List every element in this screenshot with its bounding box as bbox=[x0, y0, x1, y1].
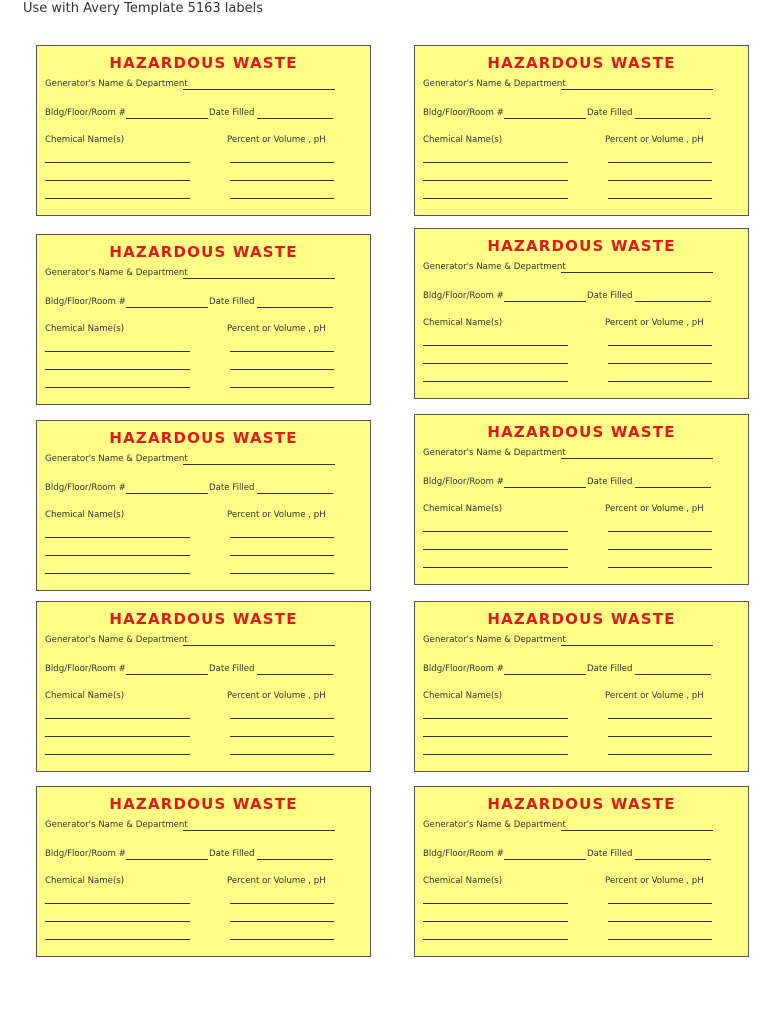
date-filled-field[interactable] bbox=[257, 859, 333, 860]
chemical-name-field[interactable] bbox=[45, 198, 190, 199]
chemical-name-field[interactable] bbox=[423, 162, 568, 163]
label-title: HAZARDOUS WASTE bbox=[487, 237, 676, 255]
percent-volume-field[interactable] bbox=[608, 567, 712, 568]
bldg-floor-room-field[interactable] bbox=[126, 674, 208, 675]
label-title: HAZARDOUS WASTE bbox=[487, 54, 676, 72]
chemical-name-label: Chemical Name(s) bbox=[423, 135, 503, 145]
chemical-name-field[interactable] bbox=[423, 903, 568, 904]
percent-volume-field[interactable] bbox=[230, 180, 334, 181]
percent-volume-ph-label: Percent or Volume , pH bbox=[227, 135, 326, 145]
chemical-name-label: Chemical Name(s) bbox=[45, 324, 125, 334]
generator-name-label: Generator's Name & Department bbox=[45, 820, 188, 830]
percent-volume-field[interactable] bbox=[608, 162, 712, 163]
date-filled-field[interactable] bbox=[635, 487, 711, 488]
chemical-name-field[interactable] bbox=[423, 549, 568, 550]
bldg-floor-room-label: Bldg/Floor/Room # bbox=[423, 108, 504, 118]
chemical-name-field[interactable] bbox=[45, 351, 190, 352]
percent-volume-field[interactable] bbox=[608, 921, 712, 922]
bldg-floor-room-field[interactable] bbox=[126, 307, 208, 308]
label-title: HAZARDOUS WASTE bbox=[109, 795, 298, 813]
generator-name-field[interactable] bbox=[561, 272, 713, 273]
generator-name-field[interactable] bbox=[183, 89, 335, 90]
percent-volume-field[interactable] bbox=[230, 555, 334, 556]
percent-volume-field[interactable] bbox=[230, 351, 334, 352]
hazardous-waste-label bbox=[36, 45, 371, 216]
chemical-name-field[interactable] bbox=[423, 939, 568, 940]
percent-volume-field[interactable] bbox=[608, 381, 712, 382]
date-filled-field[interactable] bbox=[635, 674, 711, 675]
hazardous-waste-label bbox=[414, 786, 749, 957]
hazardous-waste-label bbox=[414, 414, 749, 585]
date-filled-label: Date Filled bbox=[209, 297, 255, 307]
date-filled-label: Date Filled bbox=[587, 664, 633, 674]
chemical-name-field[interactable] bbox=[423, 345, 568, 346]
date-filled-field[interactable] bbox=[635, 301, 711, 302]
hazardous-waste-label bbox=[36, 420, 371, 591]
chemical-name-field[interactable] bbox=[423, 754, 568, 755]
generator-name-field[interactable] bbox=[183, 645, 335, 646]
date-filled-field[interactable] bbox=[635, 859, 711, 860]
percent-volume-field[interactable] bbox=[230, 921, 334, 922]
hazardous-waste-label bbox=[36, 601, 371, 772]
bldg-floor-room-field[interactable] bbox=[126, 118, 208, 119]
template-note: Use with Avery Template 5163 labels bbox=[23, 1, 264, 16]
chemical-name-label: Chemical Name(s) bbox=[423, 691, 503, 701]
bldg-floor-room-label: Bldg/Floor/Room # bbox=[423, 477, 504, 487]
date-filled-field[interactable] bbox=[257, 118, 333, 119]
bldg-floor-room-label: Bldg/Floor/Room # bbox=[423, 849, 504, 859]
chemical-name-field[interactable] bbox=[45, 903, 190, 904]
label-title: HAZARDOUS WASTE bbox=[487, 610, 676, 628]
chemical-name-field[interactable] bbox=[423, 363, 568, 364]
percent-volume-ph-label: Percent or Volume , pH bbox=[227, 876, 326, 886]
percent-volume-field[interactable] bbox=[230, 939, 334, 940]
generator-name-field[interactable] bbox=[183, 830, 335, 831]
bldg-floor-room-field[interactable] bbox=[504, 674, 586, 675]
percent-volume-field[interactable] bbox=[230, 903, 334, 904]
date-filled-field[interactable] bbox=[257, 674, 333, 675]
generator-name-field[interactable] bbox=[561, 458, 713, 459]
percent-volume-field[interactable] bbox=[608, 363, 712, 364]
percent-volume-ph-label: Percent or Volume , pH bbox=[227, 324, 326, 334]
date-filled-label: Date Filled bbox=[587, 477, 633, 487]
bldg-floor-room-field[interactable] bbox=[126, 859, 208, 860]
bldg-floor-room-label: Bldg/Floor/Room # bbox=[45, 108, 126, 118]
chemical-name-field[interactable] bbox=[423, 921, 568, 922]
date-filled-label: Date Filled bbox=[209, 849, 255, 859]
chemical-name-field[interactable] bbox=[45, 939, 190, 940]
percent-volume-field[interactable] bbox=[230, 387, 334, 388]
chemical-name-field[interactable] bbox=[45, 754, 190, 755]
percent-volume-field[interactable] bbox=[608, 754, 712, 755]
date-filled-label: Date Filled bbox=[209, 483, 255, 493]
chemical-name-field[interactable] bbox=[423, 567, 568, 568]
percent-volume-ph-label: Percent or Volume , pH bbox=[605, 876, 704, 886]
hazardous-waste-label bbox=[36, 234, 371, 405]
bldg-floor-room-field[interactable] bbox=[504, 301, 586, 302]
hazardous-waste-label bbox=[414, 45, 749, 216]
generator-name-label: Generator's Name & Department bbox=[423, 79, 566, 89]
generator-name-label: Generator's Name & Department bbox=[423, 820, 566, 830]
chemical-name-field[interactable] bbox=[423, 736, 568, 737]
bldg-floor-room-label: Bldg/Floor/Room # bbox=[45, 483, 126, 493]
hazardous-waste-label bbox=[414, 601, 749, 772]
label-title: HAZARDOUS WASTE bbox=[109, 610, 298, 628]
generator-name-label: Generator's Name & Department bbox=[45, 454, 188, 464]
label-title: HAZARDOUS WASTE bbox=[109, 243, 298, 261]
bldg-floor-room-field[interactable] bbox=[504, 118, 586, 119]
chemical-name-field[interactable] bbox=[45, 537, 190, 538]
generator-name-label: Generator's Name & Department bbox=[423, 262, 566, 272]
percent-volume-field[interactable] bbox=[608, 198, 712, 199]
percent-volume-field[interactable] bbox=[230, 198, 334, 199]
chemical-name-label: Chemical Name(s) bbox=[45, 876, 125, 886]
chemical-name-field[interactable] bbox=[423, 381, 568, 382]
percent-volume-field[interactable] bbox=[230, 369, 334, 370]
generator-name-field[interactable] bbox=[561, 89, 713, 90]
percent-volume-ph-label: Percent or Volume , pH bbox=[605, 691, 704, 701]
percent-volume-field[interactable] bbox=[608, 549, 712, 550]
date-filled-field[interactable] bbox=[257, 493, 333, 494]
bldg-floor-room-label: Bldg/Floor/Room # bbox=[45, 849, 126, 859]
percent-volume-field[interactable] bbox=[608, 345, 712, 346]
percent-volume-ph-label: Percent or Volume , pH bbox=[605, 318, 704, 328]
percent-volume-field[interactable] bbox=[608, 718, 712, 719]
chemical-name-field[interactable] bbox=[45, 736, 190, 737]
chemical-name-field[interactable] bbox=[45, 180, 190, 181]
percent-volume-field[interactable] bbox=[230, 754, 334, 755]
chemical-name-label: Chemical Name(s) bbox=[423, 504, 503, 514]
date-filled-field[interactable] bbox=[257, 307, 333, 308]
bldg-floor-room-label: Bldg/Floor/Room # bbox=[45, 664, 126, 674]
generator-name-field[interactable] bbox=[183, 464, 335, 465]
chemical-name-field[interactable] bbox=[45, 718, 190, 719]
generator-name-label: Generator's Name & Department bbox=[423, 635, 566, 645]
chemical-name-field[interactable] bbox=[423, 718, 568, 719]
hazardous-waste-label bbox=[36, 786, 371, 957]
chemical-name-field[interactable] bbox=[45, 573, 190, 574]
chemical-name-label: Chemical Name(s) bbox=[45, 135, 125, 145]
bldg-floor-room-label: Bldg/Floor/Room # bbox=[423, 664, 504, 674]
chemical-name-field[interactable] bbox=[45, 369, 190, 370]
percent-volume-field[interactable] bbox=[608, 903, 712, 904]
percent-volume-field[interactable] bbox=[608, 939, 712, 940]
label-title: HAZARDOUS WASTE bbox=[109, 54, 298, 72]
percent-volume-field[interactable] bbox=[230, 718, 334, 719]
chemical-name-field[interactable] bbox=[45, 387, 190, 388]
bldg-floor-room-field[interactable] bbox=[504, 487, 586, 488]
label-title: HAZARDOUS WASTE bbox=[487, 423, 676, 441]
percent-volume-field[interactable] bbox=[608, 531, 712, 532]
bldg-floor-room-field[interactable] bbox=[504, 859, 586, 860]
generator-name-label: Generator's Name & Department bbox=[45, 79, 188, 89]
chemical-name-field[interactable] bbox=[423, 198, 568, 199]
chemical-name-field[interactable] bbox=[45, 921, 190, 922]
label-title: HAZARDOUS WASTE bbox=[487, 795, 676, 813]
generator-name-field[interactable] bbox=[561, 830, 713, 831]
chemical-name-field[interactable] bbox=[45, 162, 190, 163]
date-filled-label: Date Filled bbox=[209, 108, 255, 118]
chemical-name-label: Chemical Name(s) bbox=[423, 876, 503, 886]
percent-volume-field[interactable] bbox=[230, 162, 334, 163]
generator-name-field[interactable] bbox=[561, 645, 713, 646]
date-filled-label: Date Filled bbox=[209, 664, 255, 674]
chemical-name-field[interactable] bbox=[423, 180, 568, 181]
chemical-name-label: Chemical Name(s) bbox=[423, 318, 503, 328]
date-filled-field[interactable] bbox=[635, 118, 711, 119]
percent-volume-field[interactable] bbox=[230, 573, 334, 574]
label-title: HAZARDOUS WASTE bbox=[109, 429, 298, 447]
date-filled-label: Date Filled bbox=[587, 108, 633, 118]
chemical-name-field[interactable] bbox=[45, 555, 190, 556]
bldg-floor-room-field[interactable] bbox=[126, 493, 208, 494]
bldg-floor-room-label: Bldg/Floor/Room # bbox=[423, 291, 504, 301]
generator-name-label: Generator's Name & Department bbox=[45, 635, 188, 645]
percent-volume-field[interactable] bbox=[608, 736, 712, 737]
chemical-name-label: Chemical Name(s) bbox=[45, 510, 125, 520]
bldg-floor-room-label: Bldg/Floor/Room # bbox=[45, 297, 126, 307]
generator-name-field[interactable] bbox=[183, 278, 335, 279]
percent-volume-ph-label: Percent or Volume , pH bbox=[605, 135, 704, 145]
percent-volume-field[interactable] bbox=[230, 537, 334, 538]
date-filled-label: Date Filled bbox=[587, 849, 633, 859]
percent-volume-field[interactable] bbox=[230, 736, 334, 737]
chemical-name-label: Chemical Name(s) bbox=[45, 691, 125, 701]
percent-volume-ph-label: Percent or Volume , pH bbox=[227, 510, 326, 520]
chemical-name-field[interactable] bbox=[423, 531, 568, 532]
percent-volume-ph-label: Percent or Volume , pH bbox=[227, 691, 326, 701]
percent-volume-field[interactable] bbox=[608, 180, 712, 181]
date-filled-label: Date Filled bbox=[587, 291, 633, 301]
generator-name-label: Generator's Name & Department bbox=[423, 448, 566, 458]
percent-volume-ph-label: Percent or Volume , pH bbox=[605, 504, 704, 514]
hazardous-waste-label bbox=[414, 228, 749, 399]
generator-name-label: Generator's Name & Department bbox=[45, 268, 188, 278]
